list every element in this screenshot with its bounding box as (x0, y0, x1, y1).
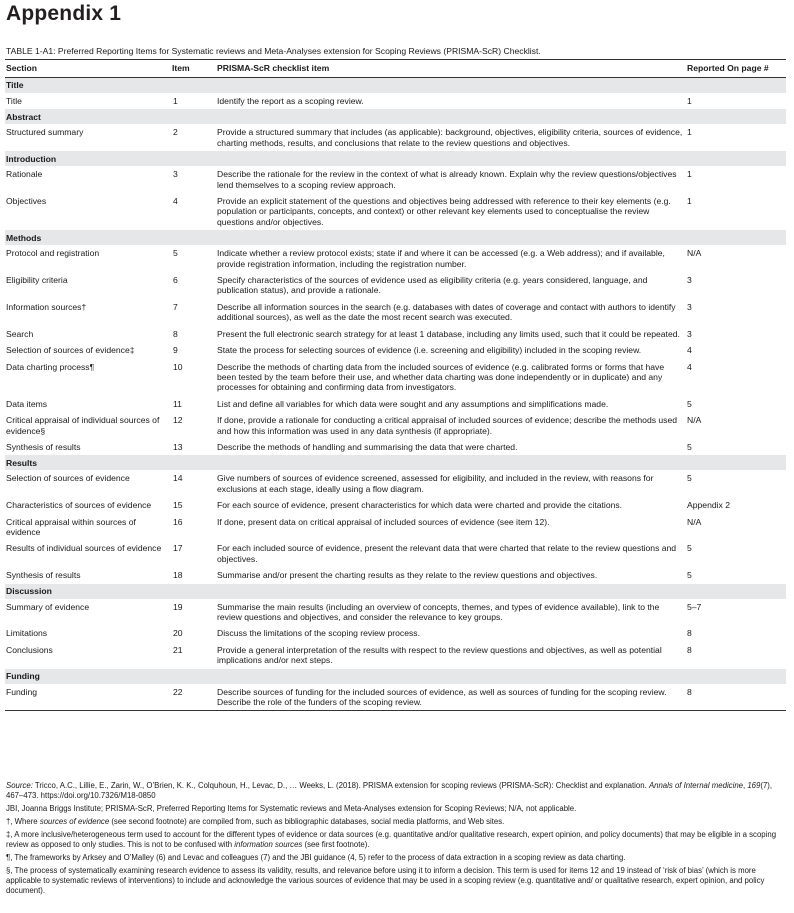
cell-reported-page: 3 (687, 301, 692, 312)
cell-checklist-item: Specify characteristics of the sources of evidence used as eligibility criteria (e.g. years considered, language, and publication status), and provide a rationale. (217, 275, 648, 296)
cell-reported-page: 5 (687, 570, 692, 581)
cell-reported-page: Appendix 2 (687, 500, 731, 511)
cell-section: Title (6, 96, 22, 106)
cell-section: Data charting process¶ (6, 361, 95, 372)
cell-item-number: 7 (173, 301, 178, 312)
cell-section: Selection of sources of evidence‡ (6, 345, 135, 356)
cell-checklist-item: Summarise and/or present the charting results as they relate to the review questions and objectives. (217, 570, 598, 581)
dagger-footnote: †, Where sources of evidence (see second footnote) are compiled from, such as bibliographic databases, social media platforms, and Web sites. (6, 817, 505, 827)
cell-checklist-item: Describe the methods of handling and summarising the data that were charted. (217, 441, 518, 452)
cell-item-number: 15 (173, 500, 183, 511)
cell-section: Characteristics of sources of evidence (6, 500, 152, 511)
cell-section: Conclusions (6, 644, 53, 655)
cell-item-number: 19 (173, 601, 183, 612)
table-row (5, 124, 786, 151)
cell-section: Data items (6, 398, 48, 409)
column-header-checklist-item: PRISMA-ScR checklist item (216, 60, 686, 78)
table-row (5, 299, 786, 326)
column-header-reported-page: Reported On page # (686, 60, 786, 78)
table-caption: TABLE 1-A1: Preferred Reporting Items for Systematic reviews and Meta-Analyses extension for Scoping Reviews (PRISMA-ScR) Checklist. (6, 46, 541, 56)
table-row (5, 396, 786, 412)
cell-section: Rationale (6, 169, 43, 180)
section-header-row (5, 109, 786, 124)
abbreviations-note: JBI, Joanna Briggs Institute; PRISMA-ScR, Preferred Reporting Items for Systematic reviews and Meta-Analyses extension for Scoping Reviews; N/A, not applicable. (6, 803, 577, 813)
cell-section: Information sources† (6, 301, 87, 312)
cell-item-number: 3 (173, 169, 178, 180)
cell-reported-page: N/A (687, 415, 702, 426)
cell-checklist-item: Present the full electronic search strategy for at least 1 database, including any limits used, such that it could be repeated. (217, 328, 680, 339)
table-row (5, 193, 786, 230)
cell-item-number: 6 (173, 275, 178, 286)
cell-checklist-item: Identify the report as a scoping review. (217, 96, 364, 106)
table-row (5, 567, 786, 583)
cell-checklist-item: If done, provide a rationale for conducting a critical appraisal of included sources of evidence; describe the methods used and how this information was used in any data synthesis (if appropriate). (217, 415, 678, 436)
section-header-row (5, 78, 786, 94)
cell-item-number: 16 (173, 516, 183, 527)
cell-checklist-item: If done, present data on critical appraisal of included sources of evidence (see item 12). (217, 516, 550, 527)
section-sign-footnote: §, The process of systematically examining research evidence to assess its validity, results, and relevance before using it to inform a decision. This term is used for items 12 and 19 instead of ‘risk of bias’ (which is more applicable to systematic reviews of interventions) to include and acknowledge the various sources of evidence that may be used in a scoping review (e.g. quantitative and/ or qualitative research, expert opinion, and policy document). (6, 866, 765, 895)
cell-section: Limitations (6, 628, 48, 639)
cell-item-number: 21 (173, 644, 183, 655)
cell-checklist-item: Discuss the limitations of the scoping review process. (217, 628, 420, 639)
prisma-checklist-table (5, 59, 786, 711)
table-row (5, 166, 786, 193)
cell-item-number: 4 (173, 196, 178, 207)
cell-section: Synthesis of results (6, 441, 81, 452)
cell-section: Summary of evidence (6, 601, 90, 612)
cell-reported-page: 4 (687, 345, 692, 356)
cell-item-number: 12 (173, 415, 183, 426)
table-row (5, 342, 786, 358)
cell-item-number: 9 (173, 345, 178, 356)
cell-checklist-item: Provide an explicit statement of the questions and objectives being addressed with reference to their key elements (e.g. population or participants, concepts, and context) or other relevant key elements used to conceptualise the review questions and/or objectives. (217, 196, 671, 227)
cell-section: Results of individual sources of evidence (6, 543, 162, 554)
table-row (5, 599, 786, 626)
table-row (5, 514, 786, 541)
cell-section: Search (6, 328, 34, 339)
double-dagger-footnote: ‡, A more inclusive/heterogeneous term used to account for the different types of evidence or data sources (e.g. quantitative and/or qualitative research, expert opinion, and policy documents) that may be eligible in a scoping review as opposed to only studies. This is not to be confused with information sources (see first footnote). (6, 830, 777, 850)
section-header-row (5, 455, 786, 470)
section-header-label: Methods (5, 230, 786, 245)
cell-section: Critical appraisal within sources of evidence (6, 516, 136, 537)
table-row (5, 326, 786, 342)
section-header-label: Title (5, 78, 786, 94)
table-row (5, 272, 786, 299)
cell-item-number: 10 (173, 361, 183, 372)
cell-item-number: 17 (173, 543, 183, 554)
cell-item-number: 8 (173, 328, 178, 339)
table-header-row (5, 60, 786, 78)
section-header-row (5, 669, 786, 684)
cell-item-number: 11 (173, 398, 182, 409)
cell-checklist-item: Summarise the main results (including an overview of concepts, themes, and types of evidence available), link to the review questions and objectives, and consider the relevance to key groups. (217, 601, 660, 622)
table-row (5, 684, 786, 711)
cell-reported-page: N/A (687, 516, 702, 527)
pilcrow-footnote: ¶, The frameworks by Arksey and O’Malley (6) and Levac and colleagues (7) and the JBI guidance (4, 5) refer to the process of data extraction in a scoping review as data charting. (6, 853, 626, 863)
cell-item-number: 5 (173, 248, 178, 259)
cell-checklist-item: For each source of evidence, present characteristics for which data were charted and provide the citations. (217, 500, 623, 511)
section-header-label: Introduction (5, 151, 786, 166)
cell-section: Protocol and registration (6, 248, 100, 259)
cell-reported-page: 8 (686, 684, 786, 711)
cell-section: Objectives (6, 196, 47, 207)
table-row (5, 540, 786, 567)
cell-section: Selection of sources of evidence (6, 473, 130, 484)
cell-checklist-item: List and define all variables for which data were sought and any assumptions and simplifications made. (217, 398, 609, 409)
cell-checklist-item: Provide a structured summary that includes (as applicable): background, objectives, eligibility criteria, sources of evidence, charting methods, results, and conclusions that relate to the review questions and objectives. (217, 127, 683, 148)
cell-reported-page: 1 (687, 96, 692, 106)
cell-checklist-item: For each included source of evidence, present the relevant data that were charted that relate to the review questions and objectives. (217, 543, 677, 564)
section-header-label: Results (5, 455, 786, 470)
cell-reported-page: 3 (687, 275, 692, 286)
cell-reported-page: 3 (687, 328, 692, 339)
cell-reported-page: 8 (687, 628, 692, 639)
cell-reported-page: 1 (687, 127, 692, 138)
table-row (5, 245, 786, 272)
cell-reported-page: 5–7 (687, 601, 702, 612)
cell-checklist-item: Give numbers of sources of evidence screened, assessed for eligibility, and included in the review, with reasons for exclusions at each stage, ideally using a flow diagram. (217, 473, 654, 494)
section-header-row (5, 230, 786, 245)
section-header-label: Abstract (5, 109, 786, 124)
cell-section: Funding (5, 684, 171, 711)
cell-reported-page: 8 (687, 644, 692, 655)
cell-item-number: 14 (173, 473, 183, 484)
cell-reported-page: 5 (687, 543, 692, 554)
cell-section: Structured summary (6, 127, 84, 138)
cell-reported-page: 5 (687, 441, 692, 452)
table-body (5, 78, 786, 711)
cell-reported-page: 5 (687, 473, 692, 484)
cell-reported-page: 4 (687, 361, 692, 372)
table-row (5, 93, 786, 109)
column-header-item: Item (171, 60, 216, 78)
cell-checklist-item: Describe the rationale for the review in the context of what is already known. Explain why the review questions/objectives lend themselves to a scoping review approach. (217, 169, 677, 190)
section-header-row (5, 151, 786, 166)
table-row (5, 439, 786, 455)
cell-checklist-item: State the process for selecting sources of evidence (i.e. screening and eligibility) included in the scoping review. (217, 345, 642, 356)
cell-checklist-item: Describe sources of funding for the included sources of evidence, as well as sources of funding for the scoping review. Describe the role of the funders of the scoping review. (216, 684, 686, 711)
appendix-title: Appendix 1 (6, 2, 122, 25)
cell-item-number: 1 (173, 96, 178, 106)
cell-reported-page: N/A (687, 248, 702, 259)
cell-reported-page: 1 (687, 169, 692, 180)
cell-item-number: 20 (173, 628, 183, 639)
cell-checklist-item: Describe the methods of charting data from the included sources of evidence (e.g. calibrated forms or forms that have been tested by the team before their use, and whether data charting was done independently or in duplicate) and any processes for obtaining and confirming data from investigators. (217, 361, 665, 393)
table-row (5, 412, 786, 439)
source-note: Source: Tricco, A.C., Lillie, E., Zarin, W., O’Brien, K. K., Colquhoun, H., Levac, D., … Weeks, L. (2018). PRISMA extension for scoping reviews (PRISMA-ScR): Checklist and explanation. Annals of Internal medicine, 169(7), 467–473. https://doi.org/10.7326/M18-0850 (6, 781, 773, 800)
cell-item-number: 22 (171, 684, 216, 711)
table-row (5, 642, 786, 669)
table-row (5, 497, 786, 513)
cell-checklist-item: Provide a general interpretation of the results with respect to the review questions and objectives, as well as potential implications and/or next steps. (217, 644, 662, 666)
table-row (5, 470, 786, 497)
cell-section: Eligibility criteria (6, 275, 68, 286)
cell-item-number: 13 (173, 441, 183, 452)
cell-checklist-item: Describe all information sources in the search (e.g. databases with dates of coverage and contact with authors to identify additional sources), as well as the date the most recent search was executed. (217, 301, 676, 323)
cell-section: Critical appraisal of individual sources of evidence§ (6, 415, 160, 436)
section-header-label: Discussion (5, 584, 786, 599)
cell-reported-page: 1 (687, 196, 692, 207)
table-row (5, 625, 786, 641)
cell-item-number: 18 (173, 570, 183, 581)
table-row (5, 359, 786, 396)
section-header-row (5, 584, 786, 599)
section-header-label: Funding (5, 669, 786, 684)
cell-item-number: 2 (173, 127, 178, 138)
table-notes (6, 781, 788, 899)
column-header-section: Section (5, 60, 171, 78)
cell-checklist-item: Indicate whether a review protocol exists; state if and where it can be accessed (e.g. a Web address); and if available, provide registration information, including the registration number. (217, 248, 665, 269)
cell-section: Synthesis of results (6, 570, 81, 581)
cell-reported-page: 5 (687, 398, 692, 409)
